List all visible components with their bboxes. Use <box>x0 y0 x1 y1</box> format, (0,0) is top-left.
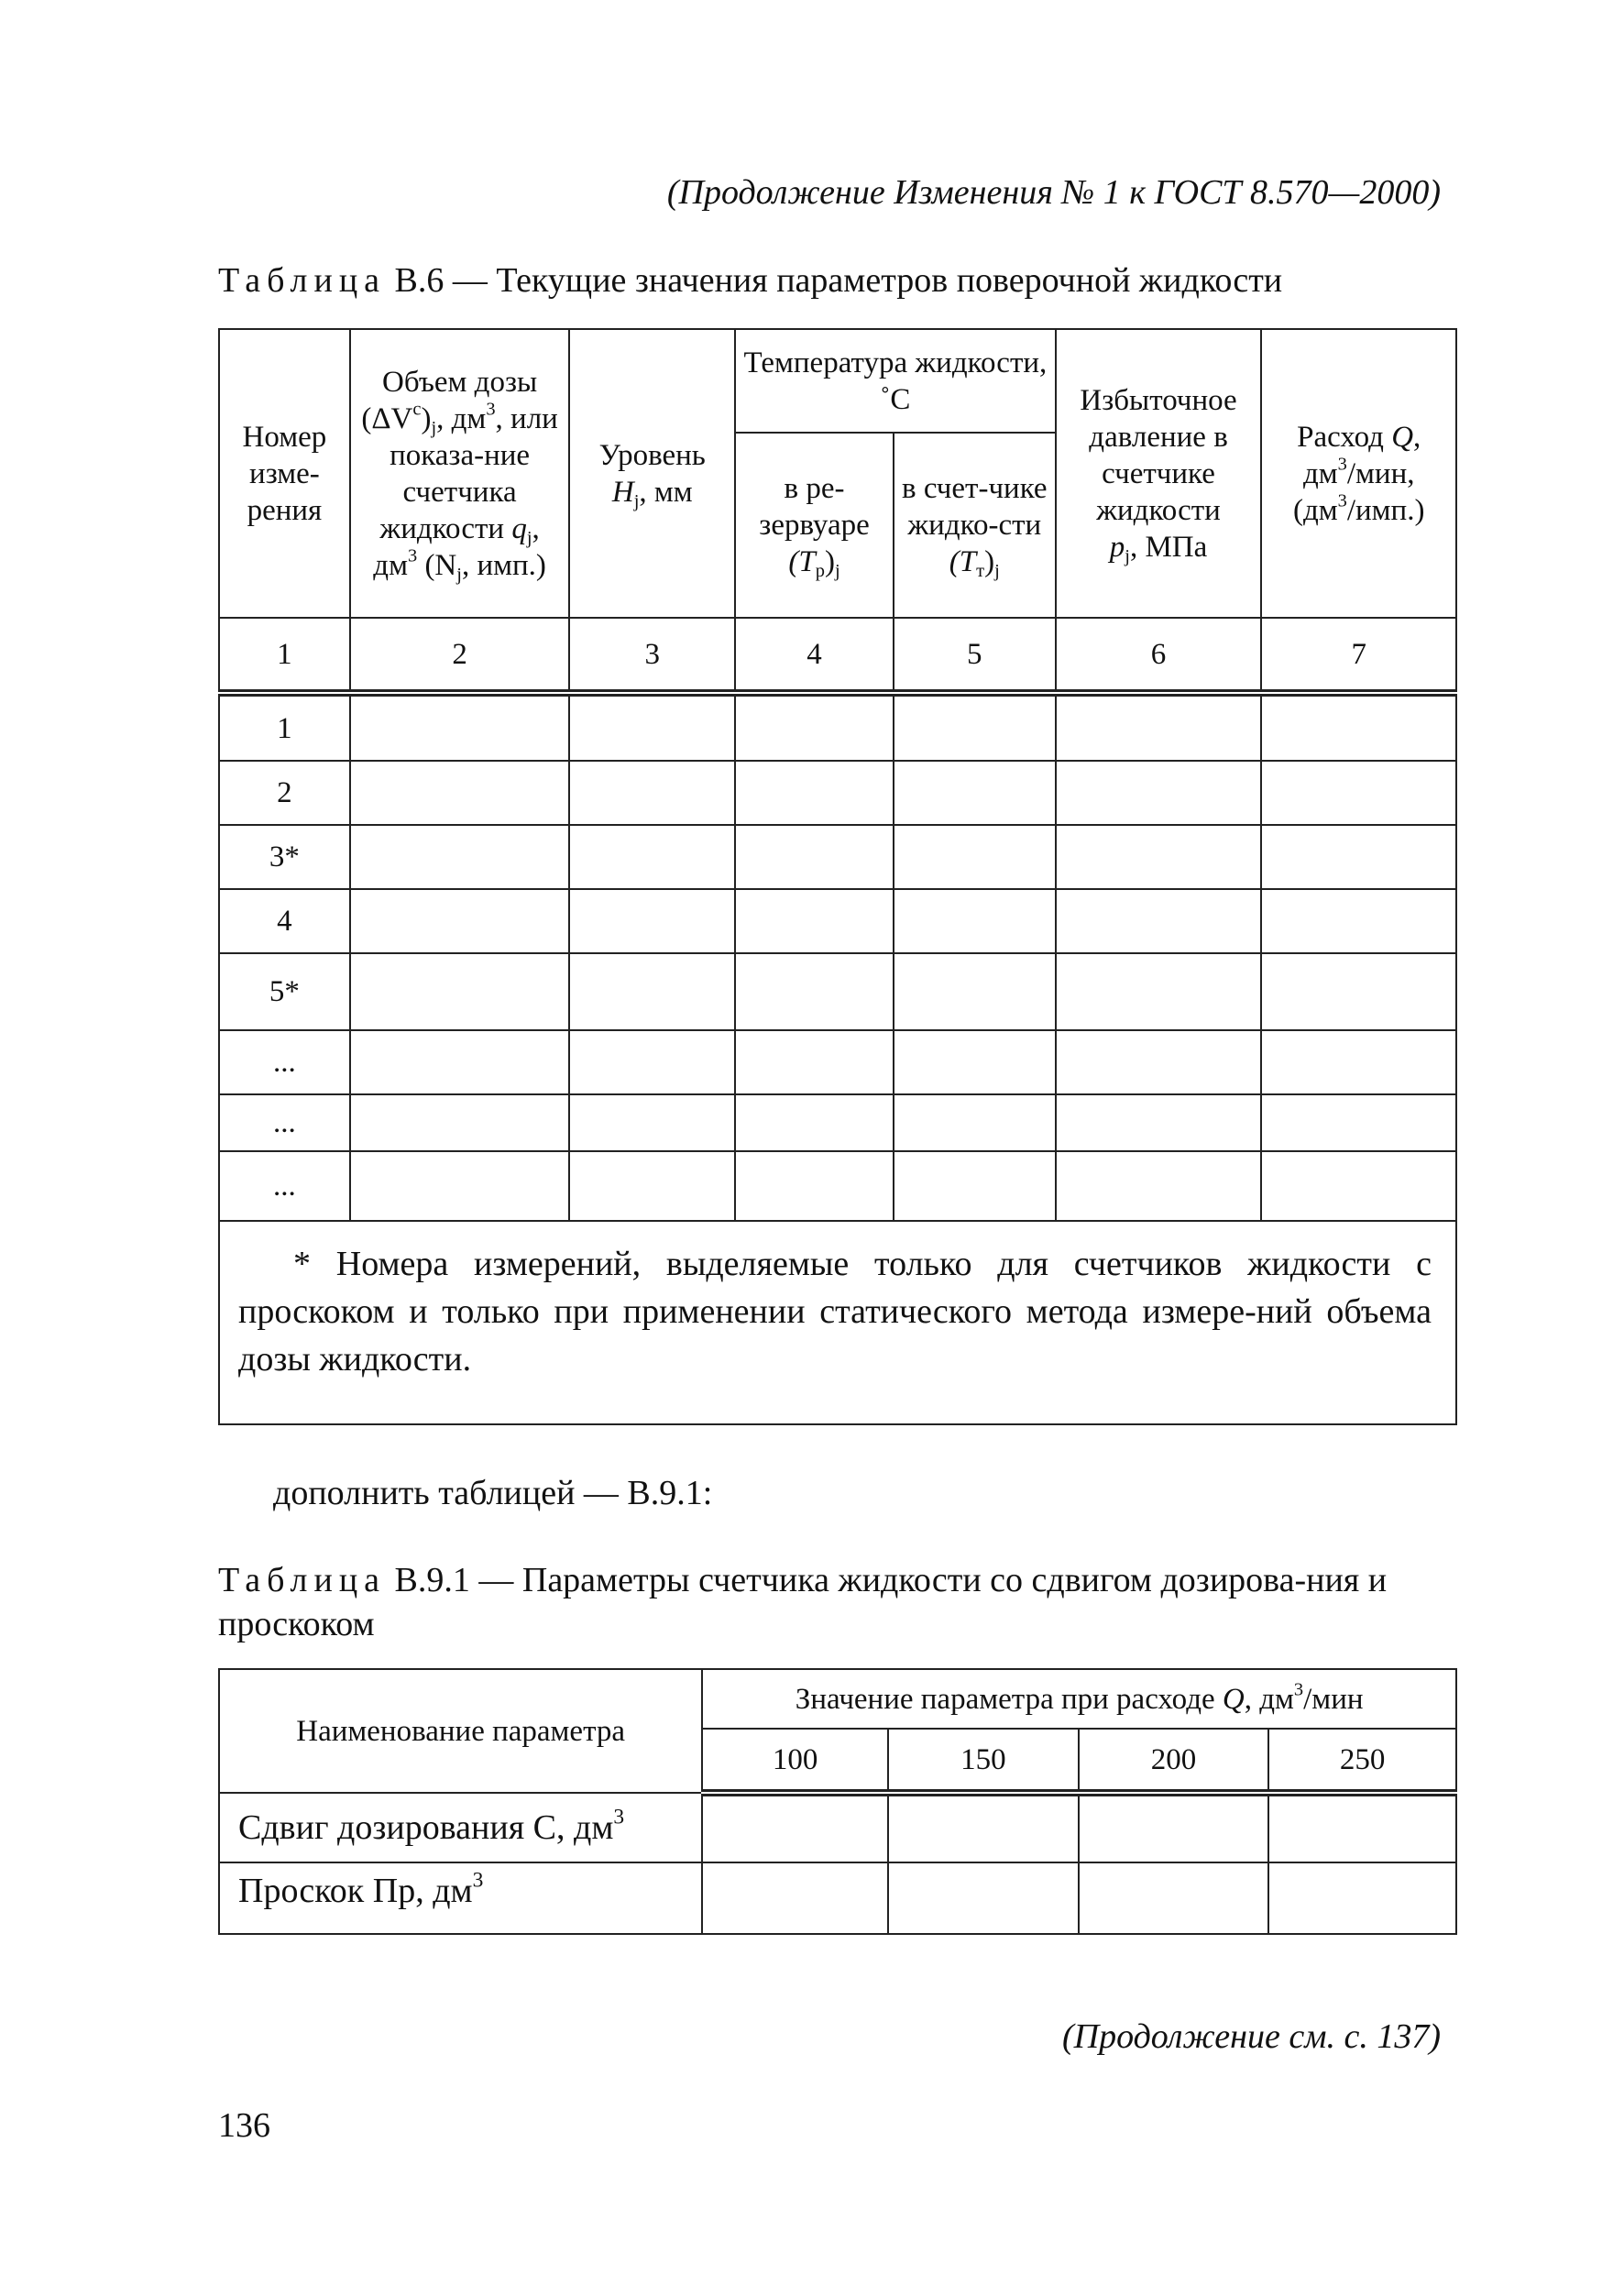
flow-value: 150 <box>888 1729 1079 1793</box>
page-number: 136 <box>218 2106 270 2145</box>
table-b6-caption <box>218 258 1446 302</box>
table-row <box>219 1094 1456 1151</box>
table-row <box>219 1862 1456 1934</box>
table-b91-caption <box>218 1558 1446 1646</box>
table-row <box>219 1151 1456 1221</box>
table-row <box>219 1030 1456 1094</box>
column-number: 2 <box>350 618 570 693</box>
flow-value: 250 <box>1268 1729 1456 1793</box>
header-overpressure: Избыточное давление в счетчике жидкости $p_j$, МПа <box>1056 329 1262 618</box>
column-number: 4 <box>735 618 894 693</box>
row-number: 4 <box>219 889 350 953</box>
column-number: 6 <box>1056 618 1262 693</box>
table-b6-footnote: * Номера измерений, выделяемые только для счетчиков жидкости с проскоком и только при применении статического метода измере-ний объема дозы жидкости. <box>219 1221 1456 1424</box>
header-parameter-name: Наименование параметра <box>219 1669 702 1793</box>
row-number: 2 <box>219 761 350 825</box>
continuation-footer: (Продолжение см. с. 137) <box>1061 2017 1441 2056</box>
header-temp-meter: в счет-чике жидко-сти $(T_т)_j$ <box>894 433 1056 618</box>
flow-value: 100 <box>702 1729 888 1793</box>
header-dose-volume: Объем дозы $(\Delta V^c)_j$, $дм^3$, или показа-ние счетчика жидкости $q_j$, $дм^3$ ($N_j$, имп.) <box>350 329 570 618</box>
table-b91 <box>218 1668 1457 1935</box>
continuation-header: (Продолжение Изменения № 1 к ГОСТ 8.570—2000) <box>666 173 1441 212</box>
table-row <box>219 761 1456 825</box>
caption-word: Таблица <box>218 1561 387 1599</box>
header-temperature-group: Температура жидкости, ˚С <box>735 329 1056 433</box>
row-number: ... <box>219 1094 350 1151</box>
row-number: 3* <box>219 825 350 889</box>
paragraph-text: дополнить таблицей — В.9.1: <box>273 1474 713 1512</box>
header-measurement-number: Номер изме-рения <box>219 329 350 618</box>
row-number: 5* <box>219 953 350 1030</box>
row-number: 1 <box>219 693 350 761</box>
column-number: 3 <box>569 618 735 693</box>
table-row <box>219 825 1456 889</box>
caption-word: Таблица <box>218 261 387 300</box>
caption-text: В.6 — Текущие значения параметров поверочной жидкости <box>386 261 1283 300</box>
column-number: 1 <box>219 618 350 693</box>
column-number-row <box>219 618 1456 693</box>
header-temp-reservoir: в ре-зервуаре $(T_р)_j$ <box>735 433 894 618</box>
table-row <box>219 889 1456 953</box>
row-number: ... <box>219 1030 350 1094</box>
table-row <box>219 1793 1456 1862</box>
caption-text: В.9.1 — Параметры счетчика жидкости со сдвигом дозирова-ния и проскоком <box>218 1561 1388 1643</box>
flow-value: 200 <box>1079 1729 1269 1793</box>
table-row <box>219 693 1456 761</box>
column-number: 7 <box>1261 618 1456 693</box>
header-parameter-value: Значение параметра при расходе Q, $дм^3$/мин <box>702 1669 1456 1729</box>
header-flow-rate: Расход Q, $дм^3$/мин, $(дм^3/имп.)$ <box>1261 329 1456 618</box>
table-b6 <box>218 328 1457 1425</box>
column-number: 5 <box>894 618 1056 693</box>
row-number: ... <box>219 1151 350 1221</box>
row-label-overshoot: Проскок Пр, $дм^3$ <box>219 1862 702 1934</box>
table-row <box>219 953 1456 1030</box>
header-level: Уровень $H_j$, мм <box>569 329 735 618</box>
row-label-dose-shift: Сдвиг дозирования С, $дм^3$ <box>219 1793 702 1862</box>
